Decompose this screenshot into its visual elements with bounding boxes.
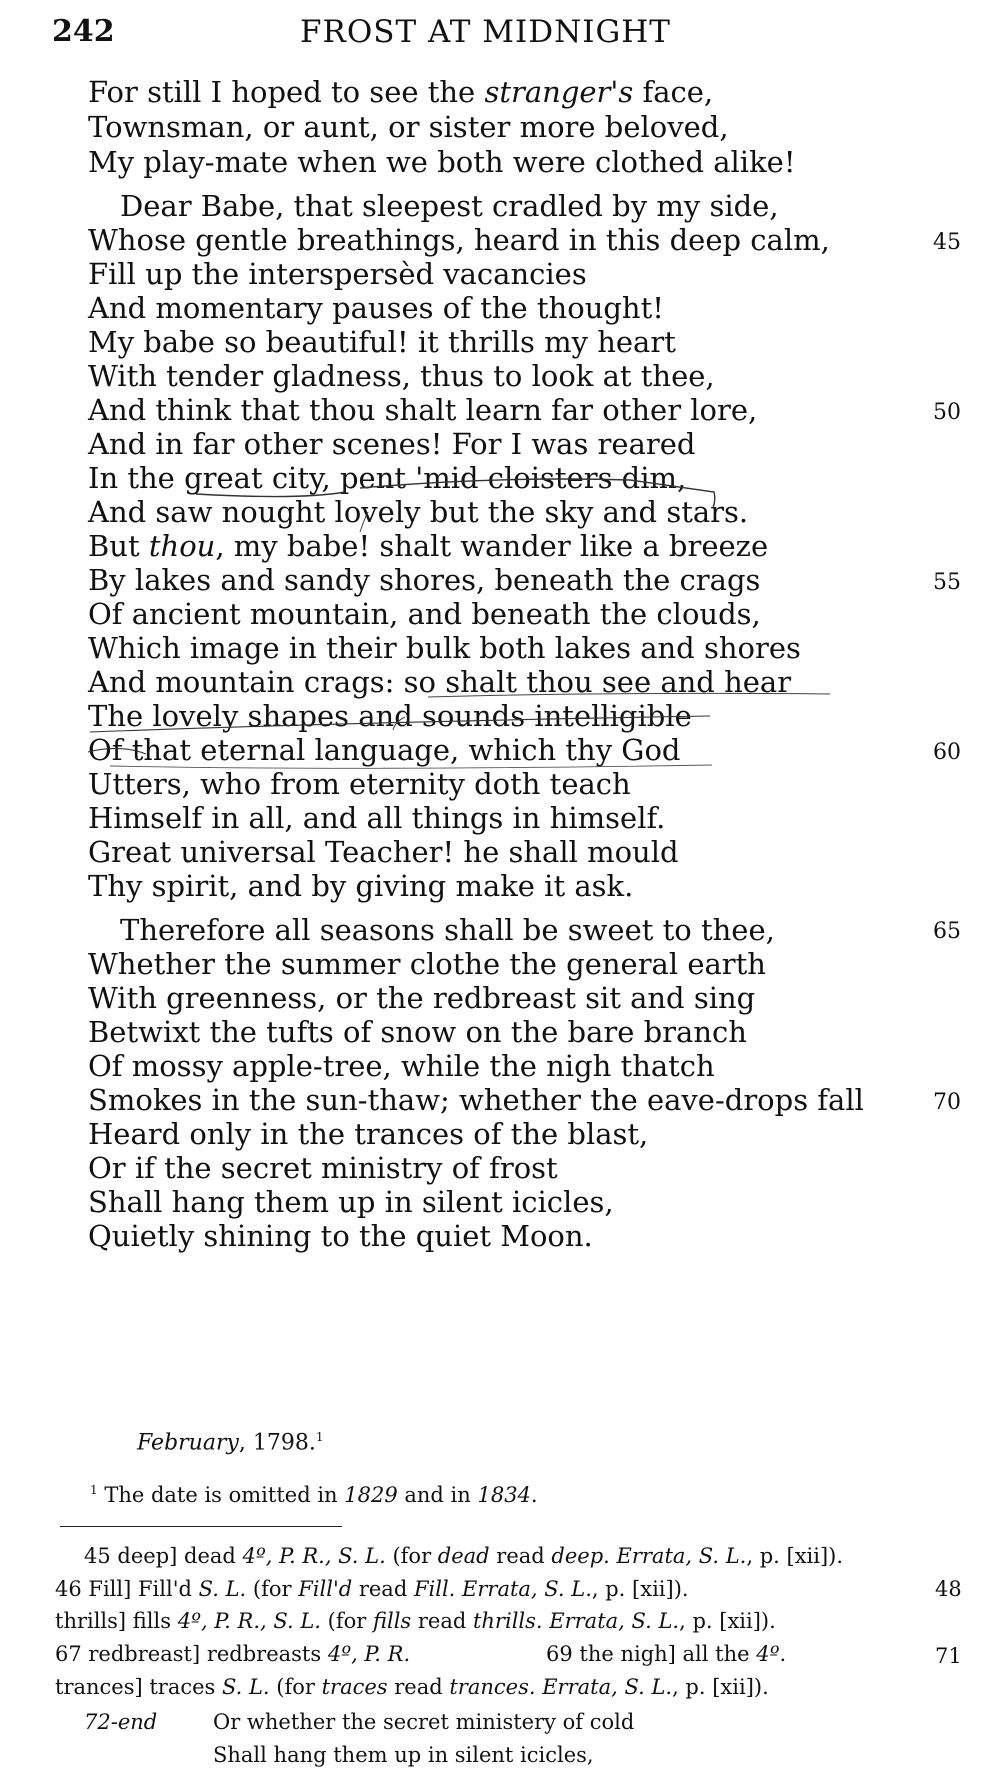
- line-number: 50: [933, 400, 961, 425]
- poem-line: Or if the secret ministry of frost: [88, 1151, 558, 1185]
- line-number: 65: [933, 919, 961, 944]
- poem-line: Heard only in the trances of the blast,: [88, 1117, 649, 1151]
- footnote-rule: [60, 1526, 342, 1527]
- poem-line: My play-mate when we both were clothed alike!: [88, 145, 796, 179]
- poem-line: But thou, my babe! shalt wander like a breeze: [88, 529, 769, 563]
- poem-line: Shall hang them up in silent icicles,: [88, 1185, 614, 1219]
- variant-line: 46 Fill] Fill'd S. L. (for Fill'd read Fill. Errata, S. L., p. [xii]).: [55, 1577, 689, 1601]
- poem-line: Of mossy apple-tree, while the nigh thatch: [88, 1049, 715, 1083]
- poem-line: Of that eternal language, which thy God: [88, 733, 681, 767]
- footnote: $^1$ The date is omitted in 1829 and in 1834.: [90, 1483, 538, 1507]
- poem-line: And mountain crags: so shalt thou see and hear: [88, 665, 792, 699]
- poem-line: My babe so beautiful! it thrills my heart: [88, 325, 676, 359]
- poem-line: Therefore all seasons shall be sweet to thee,: [120, 913, 775, 947]
- poem-line: Townsman, or aunt, or sister more beloved,: [88, 110, 729, 144]
- poem-line: By lakes and sandy shores, beneath the crags: [88, 563, 761, 597]
- poem-line: Himself in all, and all things in himself.: [88, 801, 666, 835]
- poem-line: Quietly shining to the quiet Moon.: [88, 1219, 593, 1253]
- poem-line: In the great city, pent 'mid cloisters dim,: [88, 461, 687, 495]
- poem-line: Betwixt the tufts of snow on the bare branch: [88, 1015, 747, 1049]
- poem-line: Of ancient mountain, and beneath the clouds,: [88, 597, 761, 631]
- variant-line-label: 72-end: [84, 1710, 158, 1734]
- variant-line: 45 deep] dead 4º, P. R., S. L. (for dead read deep. Errata, S. L., p. [xii]).: [84, 1544, 844, 1568]
- poem-line: Thy spirit, and by giving make it ask.: [88, 869, 634, 903]
- poem-line: With tender gladness, thus to look at thee,: [88, 359, 715, 393]
- poem-line: Dear Babe, that sleepest cradled by my side,: [120, 189, 779, 223]
- poem-line: Great universal Teacher! he shall mould: [88, 835, 679, 869]
- variant-line-number: 71: [935, 1644, 962, 1668]
- poem-line: Smokes in the sun-thaw; whether the eave-drops fall: [88, 1083, 864, 1117]
- line-number: 60: [933, 740, 961, 765]
- poem-line: And momentary pauses of the thought!: [88, 291, 664, 325]
- poem-line: And in far other scenes! For I was reared: [88, 427, 696, 461]
- poem-date: February, 1798.$^1$: [137, 1430, 324, 1456]
- variant-line: thrills] fills 4º, P. R., S. L. (for fills read thrills. Errata, S. L., p. [xii]).: [55, 1609, 776, 1633]
- line-number: 55: [933, 570, 961, 595]
- poem-line: Fill up the interspersèd vacancies: [88, 257, 587, 291]
- variant-line: 69 the nigh] all the 4º.: [546, 1642, 787, 1666]
- page-number: 242: [52, 14, 115, 49]
- poem-line: Utters, who from eternity doth teach: [88, 767, 631, 801]
- poem-line: Whose gentle breathings, heard in this deep calm,: [88, 223, 830, 257]
- running-title: FROST AT MIDNIGHT: [300, 14, 671, 50]
- poem-line: Whether the summer clothe the general earth: [88, 947, 766, 981]
- variant-line: 67 redbreast] redbreasts 4º, P. R.: [55, 1642, 411, 1666]
- poem-line: The lovely shapes and sounds intelligible: [88, 699, 692, 733]
- variant-line-number: 48: [935, 1577, 962, 1601]
- variant-line: Shall hang them up in silent icicles,: [213, 1743, 594, 1767]
- line-number: 70: [933, 1090, 961, 1115]
- poem-line: And think that thou shalt learn far other lore,: [88, 393, 758, 427]
- variant-line: Or whether the secret ministery of cold: [213, 1710, 635, 1734]
- poem-line: Which image in their bulk both lakes and shores: [88, 631, 801, 665]
- poem-line: For still I hoped to see the stranger's face,: [88, 75, 714, 109]
- variant-line: trances] traces S. L. (for traces read trances. Errata, S. L., p. [xii]).: [55, 1675, 769, 1699]
- line-number: 45: [933, 230, 961, 255]
- poem-line: With greenness, or the redbreast sit and sing: [88, 981, 756, 1015]
- poem-line: And saw nought lovely but the sky and stars.: [88, 495, 749, 529]
